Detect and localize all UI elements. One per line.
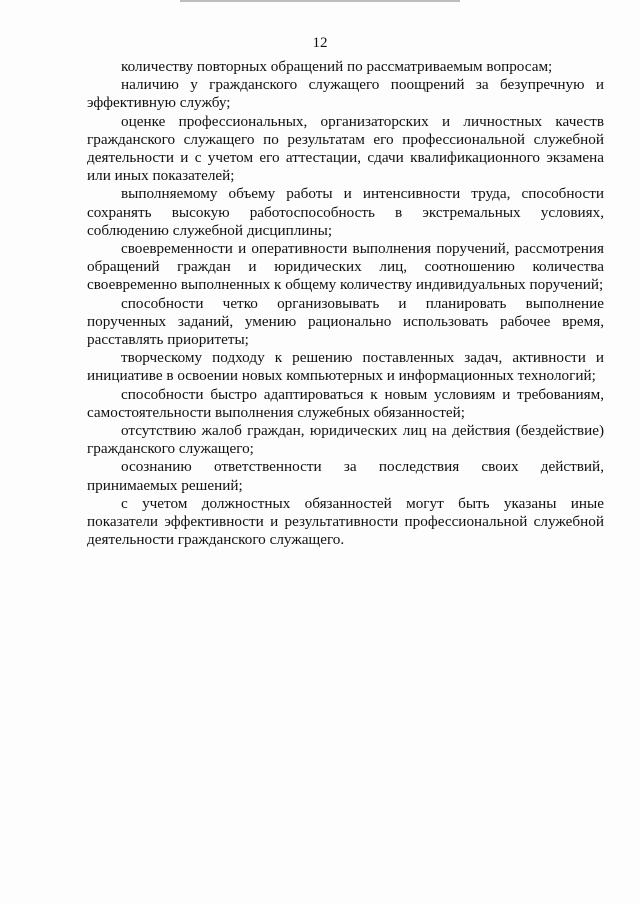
paragraph-responsibility: осознанию ответственности за последствия своих действий, принимаемых решений; — [87, 458, 604, 494]
paragraph-creativity: творческому подходу к решению поставленных задач, активности и инициативе в освоении новых компьютерных и информационных технологий; — [87, 349, 604, 385]
paragraph-timeliness: своевременности и оперативности выполнения поручений, рассмотрения обращений граждан и юридических лиц, соотношению количества своевременно выполненных к общему количеству индивидуальных поручений; — [87, 240, 604, 294]
top-rule — [180, 0, 460, 2]
page-number: 12 — [312, 35, 328, 51]
paragraph-repeat-requests: количеству повторных обращений по рассматриваемым вопросам; — [121, 58, 553, 75]
paragraph-organization: способности четко организовывать и планировать выполнение порученных заданий, умению рационально использовать рабочее время, расставлять приоритеты; — [87, 294, 604, 349]
paragraph-adaptation: способности быстро адаптироваться к новым условиям и требованиям, самостоятельности выполнения служебных обязанностей; — [87, 385, 604, 421]
paragraph-other-indicators: с учетом должностных обязанностей могут быть указаны иные показатели эффективности и результативности профессиональной служебной деятельности гражданского служащего. — [87, 494, 604, 549]
body-text — [87, 58, 604, 549]
paragraph-no-complaints: отсутствию жалоб граждан, юридических лиц на действия (бездействие) гражданского служащего; — [87, 422, 604, 458]
paragraph-workload: выполняемому объему работы и интенсивности труда, способности сохранять высокую работоспособность в экстремальных условиях, соблюдению служебной дисциплины; — [87, 185, 604, 239]
paragraph-awards: наличию у гражданского служащего поощрений за безупречную и эффективную службу; — [87, 76, 604, 112]
paragraph-qualities-assessment: оценке профессиональных, организаторских и личностных качеств гражданского служащего по результатам его профессиональной служебной деятельности и с учетом его аттестации, сдачи квалификационного экзамена или иных показателей; — [87, 112, 604, 185]
